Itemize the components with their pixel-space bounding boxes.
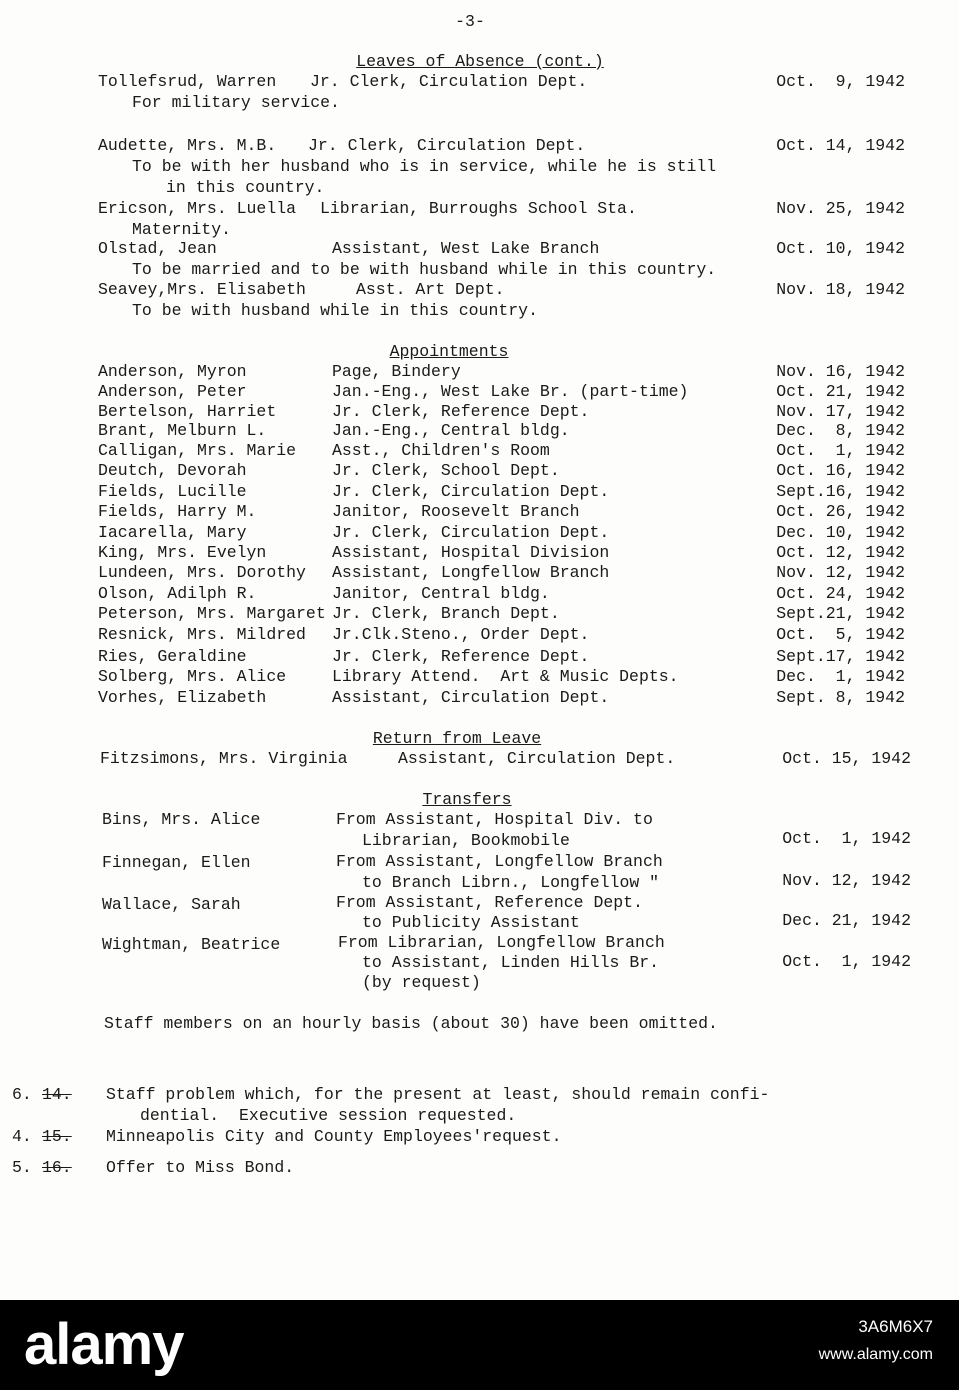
- leaves-heading: Leaves of Absence (cont.): [356, 52, 604, 71]
- appointment-position: Assistant, Hospital Division: [332, 543, 610, 562]
- appointment-date: Oct. 12, 1942: [776, 543, 905, 562]
- appointment-position: Jr.Clk.Steno., Order Dept.: [332, 625, 590, 644]
- appointment-date: Oct. 24, 1942: [776, 584, 905, 603]
- transfer-from: From Assistant, Reference Dept.: [336, 893, 643, 912]
- appointment-name: Fields, Harry M.: [98, 502, 257, 521]
- item-old-number: 15.: [42, 1127, 72, 1146]
- leave-position: Jr. Clerk, Circulation Dept.: [308, 136, 586, 155]
- appointment-date: Oct. 16, 1942: [776, 461, 905, 480]
- item-old-number: 14.: [42, 1085, 72, 1104]
- appointment-date: Dec. 10, 1942: [776, 523, 905, 542]
- appointment-name: King, Mrs. Evelyn: [98, 543, 267, 562]
- transfer-date: Dec. 21, 1942: [782, 911, 911, 930]
- leave-position: Assistant, West Lake Branch: [332, 239, 600, 258]
- appointment-name: Resnick, Mrs. Mildred: [98, 625, 306, 644]
- appointment-name: Anderson, Myron: [98, 362, 247, 381]
- appointment-date: Sept.21, 1942: [776, 604, 905, 623]
- leave-position: Librarian, Burroughs School Sta.: [320, 199, 637, 218]
- appointment-position: Jr. Clerk, School Dept.: [332, 461, 560, 480]
- leave-date: Oct. 10, 1942: [776, 239, 905, 258]
- appointment-date: Nov. 12, 1942: [776, 563, 905, 582]
- transfers-heading: Transfers: [422, 790, 512, 809]
- appointment-position: Jr. Clerk, Circulation Dept.: [332, 482, 610, 501]
- omitted-note: Staff members on an hourly basis (about 30) have been omitted.: [104, 1014, 718, 1033]
- transfer-from: From Assistant, Longfellow Branch: [336, 852, 663, 871]
- appointment-position: Library Attend. Art & Music Depts.: [332, 667, 679, 686]
- item-number: 4.: [12, 1127, 32, 1146]
- appointment-date: Dec. 1, 1942: [776, 667, 905, 686]
- appointment-name: Vorhes, Elizabeth: [98, 688, 267, 707]
- leave-position: Asst. Art Dept.: [356, 280, 505, 299]
- leave-name: Seavey,Mrs. Elisabeth: [98, 280, 306, 299]
- appointment-name: Bertelson, Harriet: [98, 402, 277, 421]
- leave-date: Oct. 9, 1942: [776, 72, 905, 91]
- transfer-to: to Publicity Assistant: [362, 913, 580, 932]
- appointment-date: Oct. 26, 1942: [776, 502, 905, 521]
- return-heading: Return from Leave: [372, 729, 542, 748]
- appointment-name: Calligan, Mrs. Marie: [98, 441, 297, 460]
- appointment-position: Jr. Clerk, Reference Dept.: [332, 402, 590, 421]
- transfer-date: Oct. 1, 1942: [782, 952, 911, 971]
- appointment-name: Peterson, Mrs. Margaret: [98, 604, 326, 623]
- item-number: 5.: [12, 1158, 32, 1177]
- leave-note-continued: in this country.: [166, 178, 325, 197]
- transfer-name: Wallace, Sarah: [102, 895, 241, 914]
- leave-date: Nov. 25, 1942: [776, 199, 905, 218]
- item-text: Offer to Miss Bond.: [106, 1158, 295, 1177]
- appointment-name: Solberg, Mrs. Alice: [98, 667, 287, 686]
- leave-note: For military service.: [132, 93, 340, 112]
- appointment-date: Nov. 17, 1942: [776, 402, 905, 421]
- site-url: www.alamy.com: [818, 1346, 933, 1363]
- leave-note: To be with husband while in this country.: [132, 301, 538, 320]
- appointment-name: Olson, Adilph R.: [98, 584, 257, 603]
- appointment-position: Asst., Children's Room: [332, 441, 550, 460]
- transfer-to: to Branch Librn., Longfellow ": [362, 873, 660, 892]
- appointment-date: Oct. 1, 1942: [776, 441, 905, 460]
- appointment-name: Deutch, Devorah: [98, 461, 247, 480]
- appointment-name: Brant, Melburn L.: [98, 421, 267, 440]
- appointment-date: Sept.17, 1942: [776, 647, 905, 666]
- appointment-position: Assistant, Longfellow Branch: [332, 563, 610, 582]
- item-text: Staff problem which, for the present at least, should remain confi-: [106, 1085, 770, 1104]
- appointments-heading: Appointments: [389, 342, 509, 361]
- transfer-note: (by request): [362, 973, 481, 992]
- appointment-position: Jr. Clerk, Circulation Dept.: [332, 523, 610, 542]
- appointment-date: Oct. 5, 1942: [776, 625, 905, 644]
- transfer-date: Oct. 1, 1942: [782, 829, 911, 848]
- appointment-name: Anderson, Peter: [98, 382, 247, 401]
- appointment-position: Jr. Clerk, Reference Dept.: [332, 647, 590, 666]
- appointment-date: Sept. 8, 1942: [776, 688, 905, 707]
- item-number: 6.: [12, 1085, 32, 1104]
- leave-name: Olstad, Jean: [98, 239, 217, 258]
- item-text: Minneapolis City and County Employees'request.: [106, 1127, 562, 1146]
- leave-note: Maternity.: [132, 220, 232, 239]
- item-text-continued: dential. Executive session requested.: [140, 1106, 517, 1125]
- transfer-from: From Assistant, Hospital Div. to: [336, 810, 653, 829]
- leave-date: Nov. 18, 1942: [776, 280, 905, 299]
- appointment-position: Assistant, Circulation Dept.: [332, 688, 610, 707]
- transfer-from: From Librarian, Longfellow Branch: [338, 933, 665, 952]
- leave-name: Tollefsrud, Warren: [98, 72, 277, 91]
- item-old-number: 16.: [42, 1158, 72, 1177]
- return-position: Assistant, Circulation Dept.: [398, 749, 676, 768]
- appointment-position: Page, Bindery: [332, 362, 461, 381]
- appointment-date: Oct. 21, 1942: [776, 382, 905, 401]
- appointment-position: Jan.-Eng., Central bldg.: [332, 421, 570, 440]
- appointment-date: Nov. 16, 1942: [776, 362, 905, 381]
- transfer-date: Nov. 12, 1942: [782, 871, 911, 890]
- leave-name: Ericson, Mrs. Luella: [98, 199, 297, 218]
- return-name: Fitzsimons, Mrs. Virginia: [100, 749, 348, 768]
- stock-footer-bar: [0, 1300, 959, 1390]
- appointment-date: Sept.16, 1942: [776, 482, 905, 501]
- return-date: Oct. 15, 1942: [782, 749, 911, 768]
- appointment-name: Ries, Geraldine: [98, 647, 247, 666]
- appointment-name: Lundeen, Mrs. Dorothy: [98, 563, 306, 582]
- leave-name: Audette, Mrs. M.B.: [98, 136, 277, 155]
- transfer-name: Wightman, Beatrice: [102, 935, 281, 954]
- transfer-to: Librarian, Bookmobile: [362, 831, 570, 850]
- appointment-position: Jan.-Eng., West Lake Br. (part-time): [332, 382, 689, 401]
- appointment-position: Jr. Clerk, Branch Dept.: [332, 604, 560, 623]
- page-number: -3-: [455, 12, 485, 31]
- transfer-name: Finnegan, Ellen: [102, 853, 251, 872]
- leave-note: To be with her husband who is in service, while he is still: [132, 157, 717, 176]
- leave-note: To be married and to be with husband while in this country.: [132, 260, 717, 279]
- alamy-logo: alamy: [24, 1312, 184, 1377]
- transfer-to: to Assistant, Linden Hills Br.: [362, 953, 660, 972]
- appointment-date: Dec. 8, 1942: [776, 421, 905, 440]
- appointment-position: Janitor, Roosevelt Branch: [332, 502, 580, 521]
- transfer-name: Bins, Mrs. Alice: [102, 810, 261, 829]
- leave-position: Jr. Clerk, Circulation Dept.: [310, 72, 588, 91]
- appointment-position: Janitor, Central bldg.: [332, 584, 550, 603]
- appointment-name: Iacarella, Mary: [98, 523, 247, 542]
- leave-date: Oct. 14, 1942: [776, 136, 905, 155]
- image-id: 3A6M6X7: [858, 1317, 933, 1336]
- appointment-name: Fields, Lucille: [98, 482, 247, 501]
